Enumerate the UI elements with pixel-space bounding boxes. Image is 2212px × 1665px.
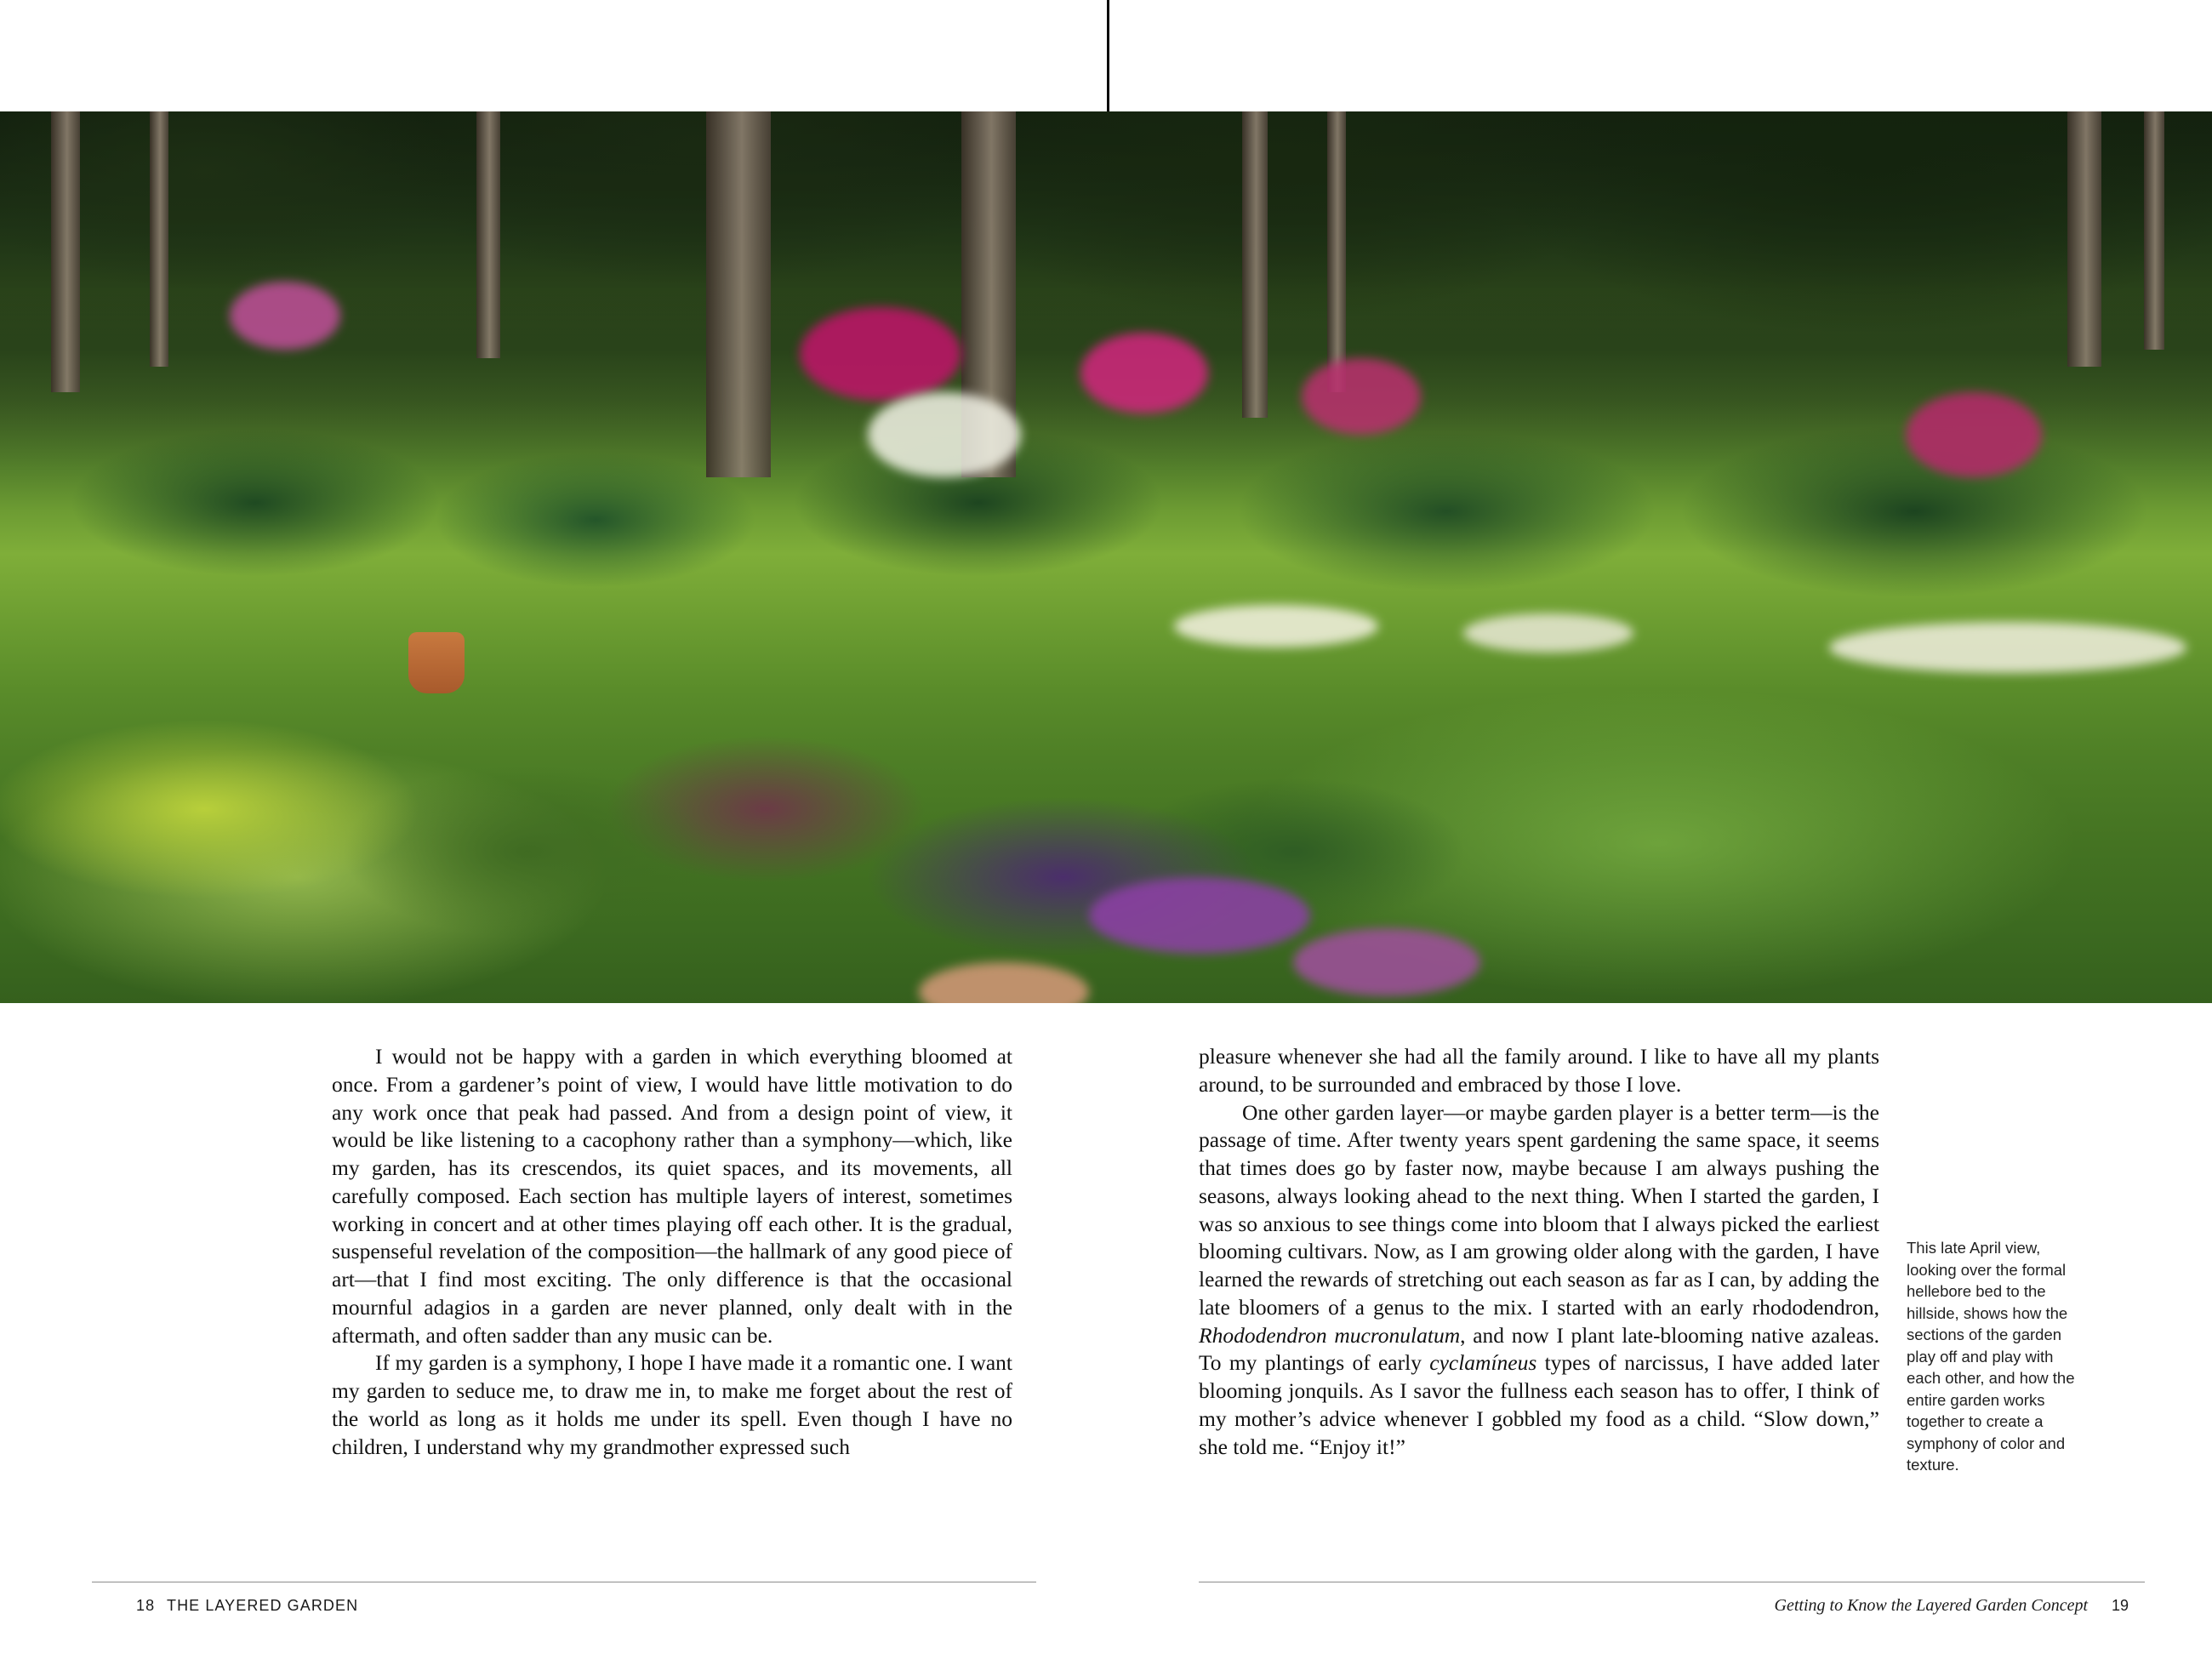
tree-trunk <box>2144 111 2164 350</box>
page-number: 19 <box>2111 1597 2129 1614</box>
tulip-row <box>1463 613 1633 653</box>
tree-trunk <box>1327 111 1346 392</box>
azalea-blossom <box>1302 358 1421 435</box>
latin-name: cyclamíneus <box>1429 1350 1537 1376</box>
latin-name: Rhododendron mucronulatum <box>1199 1322 1461 1348</box>
tulip-row <box>1829 622 2186 673</box>
azalea-blossom <box>1906 392 2042 477</box>
tree-trunk <box>706 111 771 477</box>
tree-trunk <box>150 111 168 367</box>
tree-trunk <box>2067 111 2101 367</box>
terracotta-pot <box>408 632 465 693</box>
azalea-blossom <box>1080 333 1208 413</box>
foreground-border-bed <box>0 656 1463 1003</box>
paragraph-part: types of narcissus, I have added later blooming jonquils. As I savor the fullness each season has to offer, I think of my mother’s advice whenever I gobbled my food as a child. “Slow down,” she told me. “Enjoy it!” <box>1199 1350 1879 1459</box>
paragraph <box>1199 1099 1879 1462</box>
tulip-row <box>1174 605 1378 647</box>
phlox-patch <box>1089 877 1310 954</box>
paragraph-part: One other garden layer—or maybe garden player is a better term—is the passage of time. After twenty years spent gardening the same space, it seems that times does go by faster now, maybe because I am always pushing the seasons, always looking ahead to the next thing. When I started the garden, I was so anxious to see things come into bloom that I always picked the earliest blooming cultivars. Now, as I am growing older along with the garden, I have learned the rewards of stretching out each season as far as I can, by adding the late bloomers of a genus to the mix. I started with an early rhododendron, <box>1199 1099 1879 1320</box>
tree-trunk <box>51 111 80 392</box>
azalea-blossom <box>230 282 340 350</box>
tree-trunk <box>476 111 500 358</box>
paragraph: I would not be happy with a garden in which everything bloomed at once. From a gardener’s point of view, I would have little motivation to do any work once that peak had passed. And from a design point of view, it would be like listening to a cacophony rather than a symphony—which, like my garden, has its crescendos, its quiet spaces, and its movements, all carefully composed. Each section has multiple layers of interest, sometimes working in concert and at other times playing off each other. It is the gradual, suspenseful revelation of the composition—the hallmark of any good piece of art—that I find most exciting. The only difference is that the occasional mournful adagios in a garden are never planned, only dealt with in the aftermath, and often sadder than any music can be. <box>332 1044 1012 1348</box>
dogwood-blossom <box>868 392 1021 477</box>
left-page-body-text <box>332 1043 1012 1461</box>
gutter-rule <box>1107 0 1109 111</box>
photo-tree-canopy <box>0 111 2212 469</box>
right-page <box>1107 1003 2212 1665</box>
paragraph-part: , and now I plant late-blooming native azaleas. To my plantings of early <box>1199 1322 1879 1376</box>
right-page-body-text <box>1199 1043 1879 1461</box>
running-head: Getting to Know the Layered Garden Concept <box>1774 1596 2088 1615</box>
page-number: 18 <box>136 1597 156 1614</box>
left-page <box>0 1003 1107 1665</box>
photo-caption: This late April view, looking over the formal hellebore bed to the hillside, shows how the sections of the garden play off and play with each other, and how the entire garden works together to create a symphony of color and texture. <box>1907 1239 2075 1474</box>
running-head: THE LAYERED GARDEN <box>167 1597 359 1614</box>
phlox-patch <box>1293 928 1480 996</box>
garden-photograph <box>0 111 2212 1003</box>
tree-trunk <box>1242 111 1268 418</box>
paragraph: If my garden is a symphony, I hope I have made it a romantic one. I want my garden to seduce me, to draw me in, to make me forget about the rest of the world as long as it holds me under its spell. Even though I have no children, I understand why my grandmother expressed such <box>332 1350 1012 1459</box>
paragraph: pleasure whenever she had all the family around. I like to have all my plants around, to be surrounded and embraced by those I love. <box>1199 1044 1879 1097</box>
azalea-blossom <box>800 307 961 401</box>
